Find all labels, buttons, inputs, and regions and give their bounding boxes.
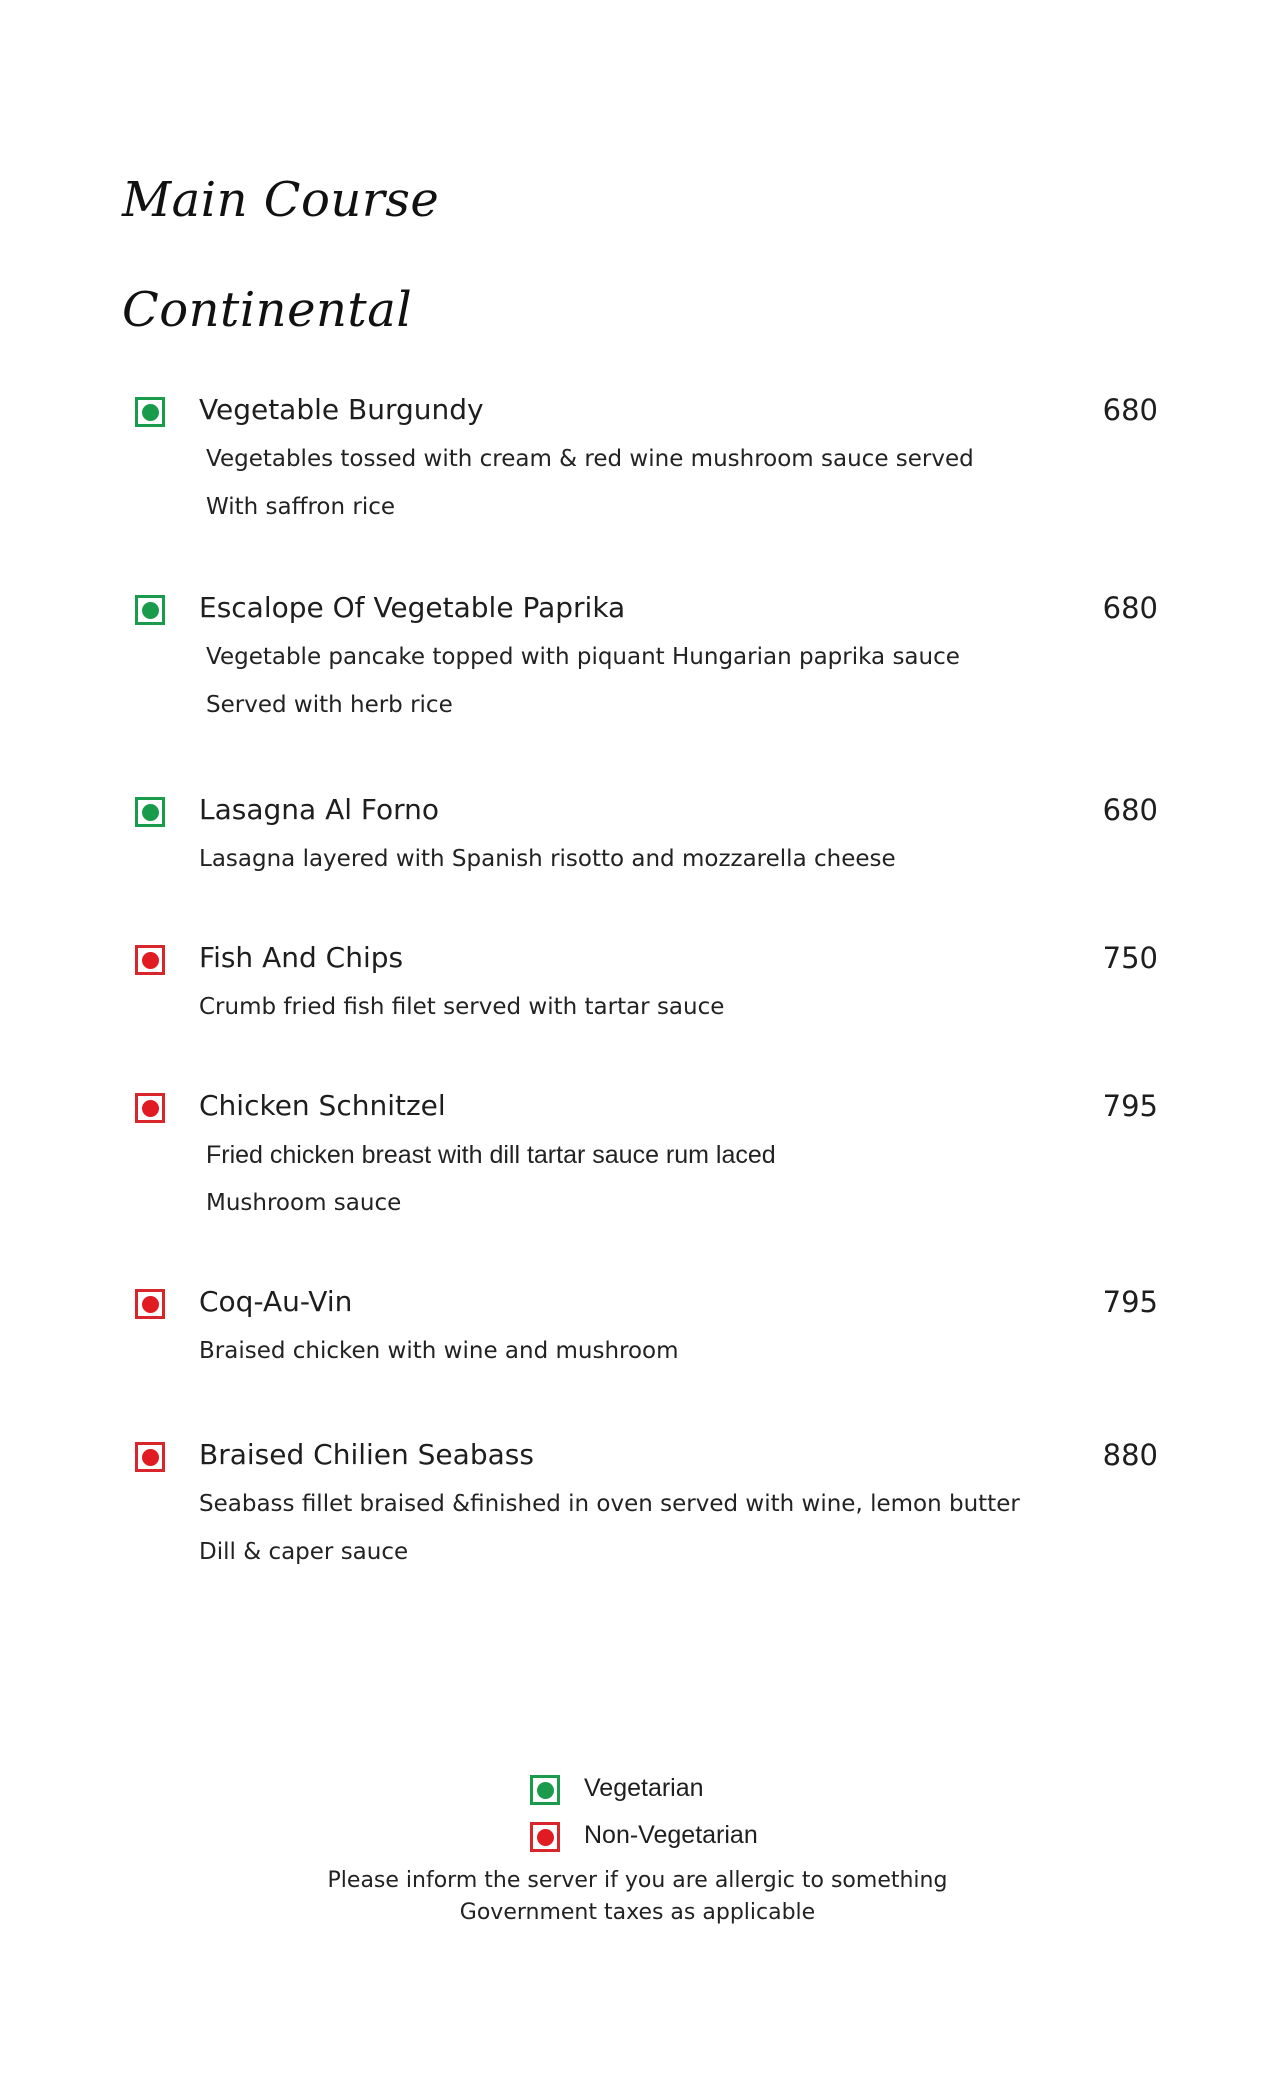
item-description: Crumb fried fish filet served with tartar sauce [199, 994, 725, 1020]
item-name: Coq-Au-Vin [199, 1285, 353, 1318]
non-vegetarian-icon [135, 1093, 165, 1123]
menu-title: Main Course [122, 172, 440, 228]
item-description: Served with herb rice [206, 692, 453, 718]
non-vegetarian-icon [135, 1289, 165, 1319]
item-price: 680 [1102, 591, 1158, 625]
item-description: Braised chicken with wine and mushroom [199, 1338, 679, 1364]
item-price: 750 [1102, 941, 1158, 975]
menu-subtitle: Continental [122, 282, 413, 338]
vegetarian-icon [135, 797, 165, 827]
item-description: Dill & caper sauce [199, 1539, 409, 1565]
tax-note: Government taxes as applicable [459, 1900, 816, 1925]
vegetarian-icon [530, 1775, 560, 1805]
item-name: Lasagna Al Forno [199, 793, 440, 826]
non-vegetarian-icon [530, 1822, 560, 1852]
item-price: 795 [1102, 1285, 1158, 1319]
item-name: Escalope Of Vegetable Paprika [199, 591, 626, 624]
item-description: Fried chicken breast with dill tartar sauce rum laced [206, 1141, 776, 1169]
item-description: Mushroom sauce [206, 1190, 402, 1216]
item-price: 795 [1102, 1089, 1158, 1123]
item-name: Fish And Chips [199, 941, 404, 974]
legend-label: Vegetarian [584, 1774, 704, 1802]
legend-label: Non-Vegetarian [584, 1821, 758, 1849]
non-vegetarian-icon [135, 945, 165, 975]
item-description: Vegetables tossed with cream & red wine mushroom sauce served [206, 446, 974, 472]
non-vegetarian-icon [135, 1442, 165, 1472]
item-description: With saffron rice [206, 494, 396, 520]
item-price: 680 [1102, 793, 1158, 827]
vegetarian-icon [135, 397, 165, 427]
item-name: Chicken Schnitzel [199, 1089, 446, 1122]
item-description: Seabass fillet braised &finished in oven served with wine, lemon butter [199, 1491, 1020, 1517]
item-price: 680 [1102, 393, 1158, 427]
item-price: 880 [1102, 1438, 1158, 1472]
item-name: Braised Chilien Seabass [199, 1438, 534, 1471]
item-description: Vegetable pancake topped with piquant Hungarian paprika sauce [206, 644, 960, 670]
allergy-note: Please inform the server if you are allergic to something [327, 1868, 948, 1893]
item-name: Vegetable Burgundy [199, 393, 484, 426]
vegetarian-icon [135, 595, 165, 625]
item-description: Lasagna layered with Spanish risotto and mozzarella cheese [199, 846, 896, 872]
